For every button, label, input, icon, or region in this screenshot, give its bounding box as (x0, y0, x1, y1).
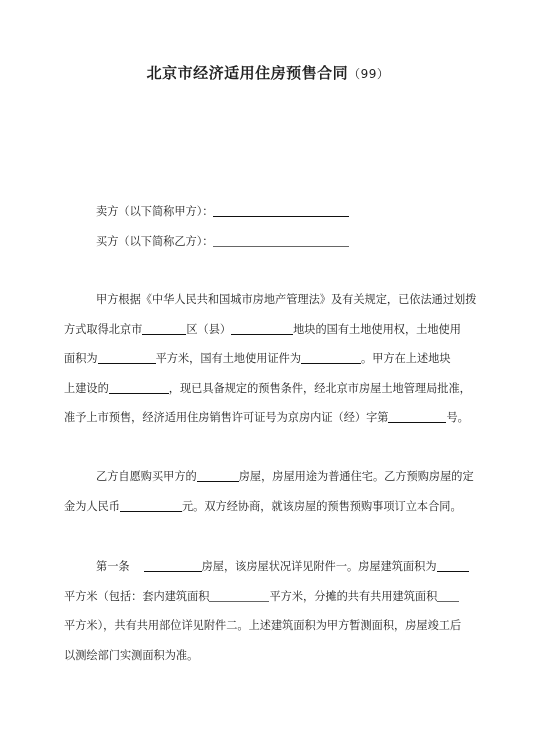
p1-text-2b: 区（县） (186, 323, 232, 336)
house-blank[interactable] (197, 470, 239, 482)
p3-line3 (64, 620, 474, 631)
p1-text-2a: 方式取得北京市 (64, 323, 143, 336)
land-cert-blank[interactable] (301, 352, 361, 364)
p1-text-4b: ，现已具备规定的预售条件，经北京市房屋土地管理局批准， (168, 382, 471, 395)
article-1-label: 第一条 (96, 560, 130, 573)
deposit-blank[interactable] (120, 500, 182, 512)
seller-line (96, 205, 506, 217)
land-area-blank[interactable] (98, 352, 156, 364)
p3-line4 (64, 650, 474, 661)
building-area-blank[interactable] (437, 560, 469, 572)
p2-line2 (64, 500, 474, 512)
permit-no-blank[interactable] (388, 411, 446, 423)
plot-blank[interactable] (231, 323, 293, 335)
seller-label: 卖方（以下简称甲方）： (96, 205, 214, 218)
article1-house-blank[interactable] (144, 560, 202, 572)
title-suffix: （99） (348, 67, 390, 81)
p2-line1 (96, 470, 506, 482)
p1-text-5b: 号。 (446, 411, 469, 424)
p1-text-4a: 上建设的 (64, 382, 109, 395)
buyer-name-blank[interactable] (213, 235, 349, 247)
p3-line2 (64, 590, 474, 602)
project-name-blank[interactable] (109, 382, 169, 394)
page-title (0, 62, 536, 83)
seller-name-blank[interactable] (213, 205, 349, 217)
p1-line1 (96, 294, 506, 305)
p1-text-5a: 准予上市预售，经济适用住房销售许可证号为京房内证（经）字第 (64, 411, 389, 424)
p2-text-2a: 金为人民币 (64, 500, 120, 513)
p1-text-2c: 地块的国有土地使用权，土地使用 (293, 323, 461, 336)
p1-line3 (64, 352, 474, 364)
p1-line5 (64, 411, 474, 423)
p1-text-1: 甲方根据《中华人民共和国城市房地产管理法》及有关规定，已依法通过划拨 (96, 293, 477, 306)
p1-text-3b: 平方米，国有土地使用证件为 (155, 352, 302, 365)
district-blank[interactable] (142, 323, 186, 335)
p1-line4 (64, 382, 474, 394)
p3-text-1b: 房屋，该房屋状况详见附件一。房屋建筑面积为 (201, 560, 437, 573)
p2-text-1a: 乙方自愿购买甲方的 (96, 470, 197, 483)
p3-text-2a: 平方米（包括：套内建筑面积 (64, 590, 210, 603)
p2-text-1b: 房屋，房屋用途为普通住宅。乙方预购房屋的定 (238, 470, 474, 483)
inner-area-blank[interactable] (209, 590, 269, 602)
buyer-label: 买方（以下简称乙方）： (96, 235, 214, 248)
p3-text-4: 以测绘部门实测面积为准。 (64, 649, 199, 662)
p1-text-3c: 。甲方在上述地块 (361, 352, 451, 365)
p1-text-3a: 面积为 (64, 352, 98, 365)
p3-text-2b: 平方米，分摊的共有共用建筑面积 (269, 590, 438, 603)
p3-text-3: 平方米），共有共用部位详见附件二。上述建筑面积为甲方暂测面积，房屋竣工后 (64, 619, 462, 632)
p3-line1 (96, 560, 506, 572)
shared-area-blank[interactable] (437, 590, 459, 602)
p2-text-2b: 元。双方经协商，就该房屋的预售预购事项订立本合同。 (181, 500, 462, 513)
p1-line2 (64, 323, 474, 335)
title-text: 北京市经济适用住房预售合同 (146, 64, 349, 82)
buyer-line (96, 235, 506, 247)
